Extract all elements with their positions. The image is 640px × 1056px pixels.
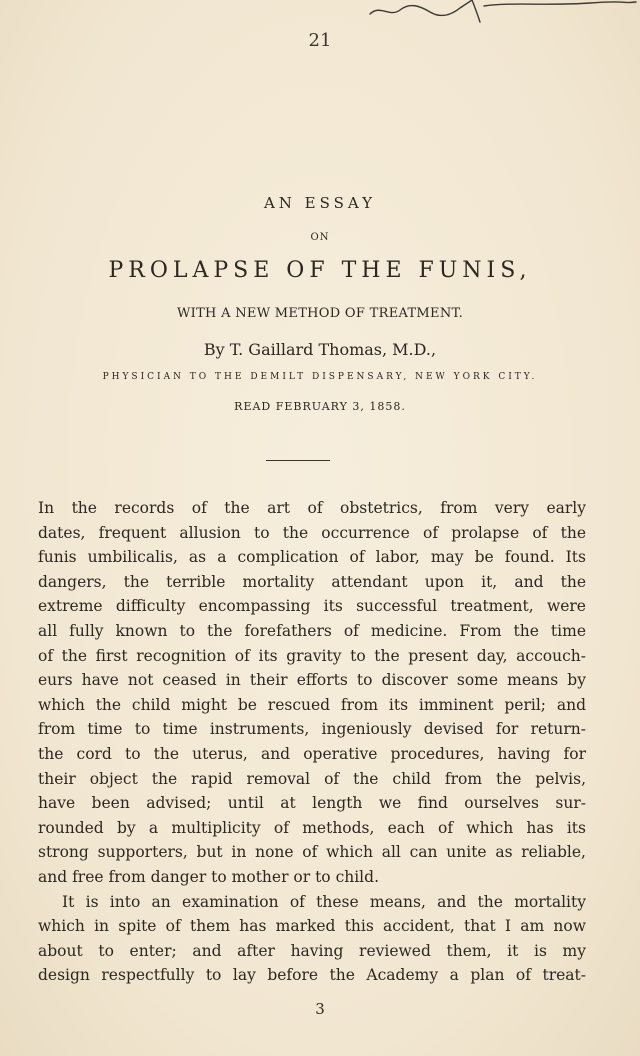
body-line: design respectfully to lay before the Academy a plan of treat- [38,966,586,985]
body-line: extreme difficulty encompassing its successful treatment, were [38,597,586,616]
essay-subtitle: WITH A NEW METHOD OF TREATMENT. [176,306,463,321]
essay-heading-on: ON [310,232,330,243]
body-line: which the child might be rescued from its imminent peril; and [38,695,586,714]
body-line: strong supporters, but in none of which all can unite as reliable, [38,843,586,862]
page-number: 21 [308,30,332,51]
author-affiliation: PHYSICIAN TO THE DEMILT DISPENSARY, NEW YORK CITY. [102,372,538,382]
body-line: of the first recognition of its gravity to the present day, accouch- [38,646,586,665]
author-line: By T. Gaillard Thomas, M.D., [203,340,437,359]
handwritten-signature [360,0,640,24]
body-line: the cord to the uterus, and operative procedures, having for [38,744,586,763]
body-line: It is into an examination of these means, and the mortality [62,892,586,911]
body-line: their object the rapid removal of the child from the pelvis, [38,769,586,788]
body-line: eurs have not ceased in their efforts to discover some means by [38,671,586,690]
body-line: which in spite of them has marked this accident, that I am now [38,917,586,936]
essay-heading: AN ESSAY [263,194,377,212]
body-line: rounded by a multiplicity of methods, each of which has its [38,818,586,837]
read-date: READ FEBRUARY 3, 1858. [234,400,406,413]
body-line: and free from danger to mother or to child. [38,867,379,886]
body-line: about to enter; and after having reviewed them, it is my [38,941,586,960]
body-line: In the records of the art of obstetrics, from very early [38,499,586,517]
body-line: all fully known to the forefathers of medicine. From the time [38,621,586,640]
body-text [38,496,586,988]
body-line: from time to time instruments, ingeniously devised for return- [38,720,586,739]
body-line: dates, frequent allusion to the occurrence of prolapse of the [38,523,586,542]
body-line: funis umbilicalis, as a complication of labor, may be found. Its [38,548,586,567]
signature-mark: 3 [315,1000,325,1018]
essay-title: PROLAPSE OF THE FUNIS, [108,258,532,283]
body-line: have been advised; until at length we find ourselves sur- [38,794,586,813]
body-line: dangers, the terrible mortality attendant upon it, and the [38,572,586,591]
section-divider [266,460,330,461]
